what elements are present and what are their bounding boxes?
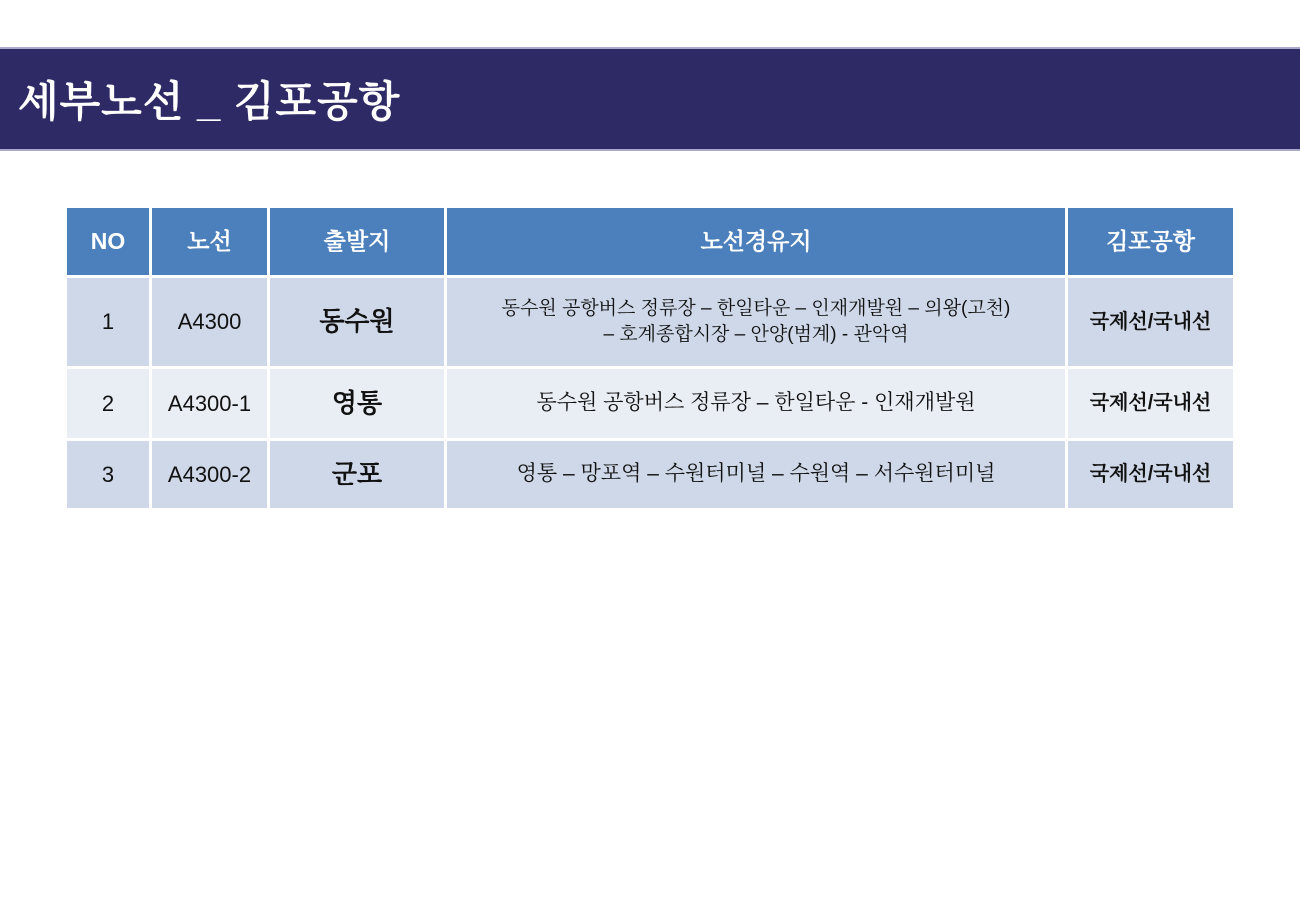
- title-bar: [0, 47, 1300, 151]
- cell-row2-origin: 영통: [270, 369, 444, 438]
- cell-row2-no: 2: [67, 369, 149, 438]
- column-header-origin: 출발지: [270, 208, 444, 275]
- column-header-gimpo: 김포공항: [1068, 208, 1233, 275]
- cell-row3-via: [447, 441, 1065, 508]
- cell-row1-route: A4300: [152, 278, 267, 366]
- cell-row3-no: 3: [67, 441, 149, 508]
- slide-title: 세부노선 _ 김포공항: [18, 78, 401, 125]
- cell-row2-gimpo: 국제선/국내선: [1068, 369, 1233, 438]
- cell-row2-via: [447, 369, 1065, 438]
- cell-row3-gimpo: 국제선/국내선: [1068, 441, 1233, 508]
- column-header-no: NO: [67, 208, 149, 275]
- cell-row2-route: A4300-1: [152, 369, 267, 438]
- via-line: 동수원 공항버스 정류장 – 한일타운 – 인재개발원 – 의왕(고천): [501, 298, 1011, 320]
- cell-row1-gimpo: 국제선/국내선: [1068, 278, 1233, 366]
- cell-row1-no: 1: [67, 278, 149, 366]
- column-header-route: 노선: [152, 208, 267, 275]
- route-table: [67, 208, 1233, 508]
- cell-row3-origin: 군포: [270, 441, 444, 508]
- column-header-via: 노선경유지: [447, 208, 1065, 275]
- via-line: 영통 – 망포역 – 수원터미널 – 수원역 – 서수원터미널: [516, 462, 996, 486]
- cell-row3-route: A4300-2: [152, 441, 267, 508]
- via-line: – 호계종합시장 – 안양(범계) - 관악역: [603, 324, 909, 345]
- cell-row1-via: [447, 278, 1065, 366]
- cell-row1-origin: 동수원: [270, 278, 444, 366]
- via-line: 동수원 공항버스 정류장 – 한일타운 - 인재개발원: [536, 391, 976, 415]
